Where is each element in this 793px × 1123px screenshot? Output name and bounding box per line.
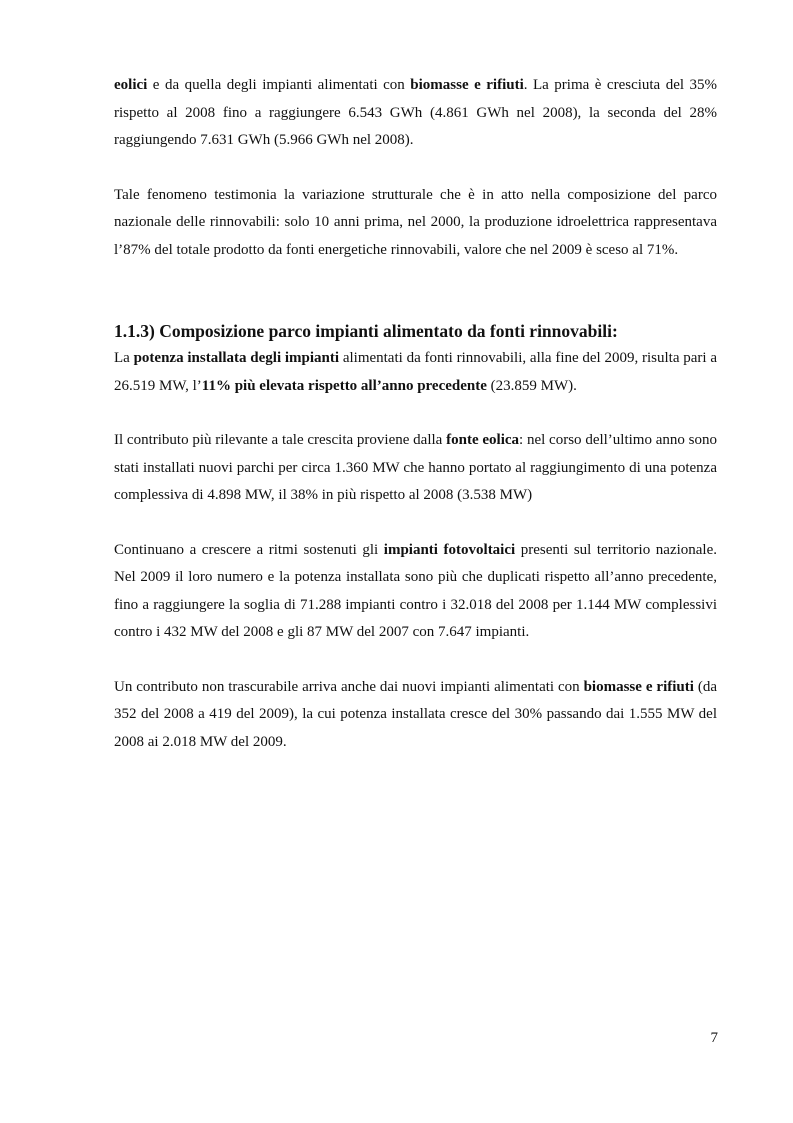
bold-impianti-fotovoltaici: impianti fotovoltaici: [383, 541, 516, 558]
text-span: La: [114, 350, 134, 366]
bold-fonte-eolica: fonte eolica: [446, 432, 520, 448]
section-heading: 1.1.3) Composizione parco impianti alimentato da fonti rinnovabili:: [114, 321, 618, 341]
paragraph-biomasse: [114, 674, 717, 757]
text-span: alimentati da fonti rinnovabili, alla fine del 2009, risulta pari a 26.519 MW, l’: [114, 350, 717, 394]
text-span: presenti sul territorio nazionale. Nel 2009 il loro numero e la potenza installata sono più che duplicati rispetto all’anno precedente, fino a raggiungere la soglia di 71.288 impianti contro i 32.018 del 2008 per 1.144 MW complessivi contro i 432 MW del 2008 e gli 87 MW del 2007 con 7.647 impianti.: [114, 541, 717, 640]
text-span: Continuano a crescere a ritmi sostenuti gli: [114, 541, 384, 558]
document-page: [114, 72, 717, 756]
text-span: . La prima è cresciuta del 35% rispetto al 2008 fino a raggiungere 6.543 GWh (4.861 GWh nel 2008), la seconda del 28% raggiungendo 7.631 GWh (5.966 GWh nel 2008).: [114, 77, 718, 148]
text-span: (23.859 MW).: [486, 377, 577, 394]
paragraph-eolici-biomasse: [114, 72, 717, 155]
text-span: Tale fenomeno testimonia la variazione strutturale che è in atto nella composizione del parco nazionale delle rinnovabili: solo 10 anni prima, nel 2000, la produzione idroelettrica rappresentava l’87% del totale prodotto da fonti energetiche rinnovabili, valore che nel 2009 è sceso al 71%.: [114, 186, 717, 258]
text-span: (da 352 del 2008 a 419 del 2009), la cui potenza installata cresce del 30% passando dai 1.555 MW del 2008 ai 2.018 MW del 2009.: [114, 678, 717, 750]
text-span: Un contributo non trascurabile arriva anche dai nuovi impianti alimentati con: [114, 678, 584, 695]
bold-potenza-installata: potenza installata degli impianti: [133, 350, 340, 366]
bold-eolici: eolici: [114, 77, 148, 93]
text-span: : nel corso dell’ultimo anno sono stati installati nuovi parchi per circa 1.360 MW che hanno portato al raggiungimento di una potenza complessiva di 4.898 MW, il 38% in più rispetto al 2008 (3.538 MW): [114, 432, 718, 503]
page-number: 7: [710, 1030, 718, 1046]
paragraph-fonte-eolica: [114, 427, 717, 510]
paragraph-potenza-installata: [114, 345, 717, 400]
bold-percentuale: 11% più elevata rispetto all’anno precedente: [201, 377, 487, 394]
text-span: Il contributo più rilevante a tale crescita proviene dalla: [114, 432, 447, 448]
text-span: e da quella degli impianti alimentati con: [147, 77, 411, 93]
paragraph-variazione-strutturale: [114, 182, 717, 265]
paragraph-fotovoltaici: [114, 537, 717, 647]
bold-biomasse-rifiuti: biomasse e rifiuti: [410, 77, 524, 93]
bold-biomasse-rifiuti-2: biomasse e rifiuti: [583, 678, 694, 695]
